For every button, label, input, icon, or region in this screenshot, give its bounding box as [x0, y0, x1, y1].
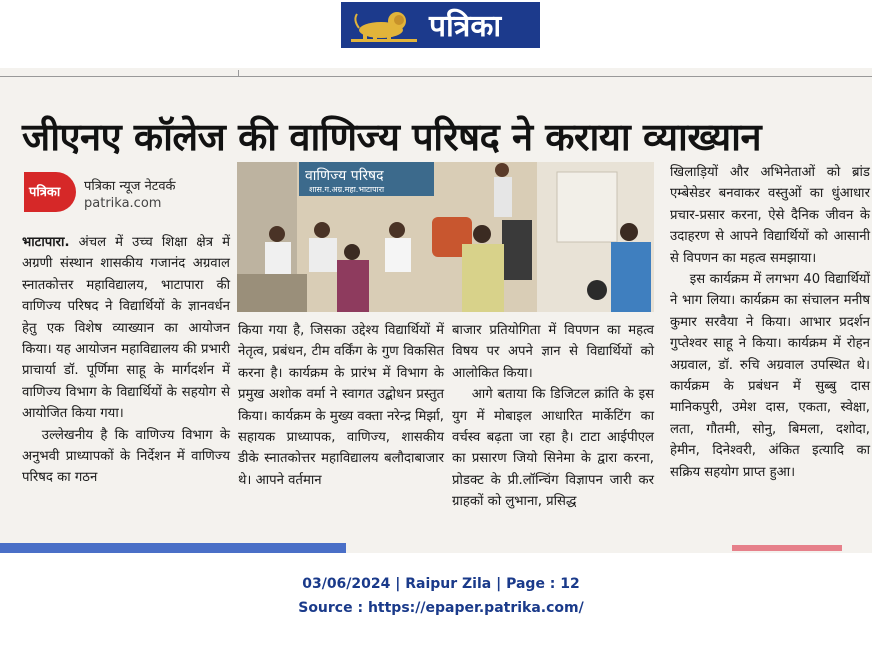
article-paragraph: इस कार्यक्रम में लगभग 40 विद्यार्थियों ने भाग लिया। कार्यक्रम का संचालन मनीष कुमार सरवैया ने किया। आभार प्रदर्शन गुप्तेश्वर साहू ने किया। कार्यक्रम में रोहन अग्रवाल, डॉ. रुचि अग्रवाल उपस्थित थे। कार्यक्रम के प्रबंधन में सुब्बु दास मानिकपुरी, उमेश दास, एकता, स्वेक्षा, लता, गौतमी, सोनु, बिमला, दशोदा, हेमीन, दिनेश्वरी, अंकित इत्यादि का सक्रिय सहयोग प्राप्त हुआ।	[670, 272, 870, 480]
article-column-2	[238, 320, 444, 491]
article-headline: जीएनए कॉलेज की वाणिज्य परिषद ने कराया व्याख्यान	[22, 115, 762, 159]
article-column-3	[452, 320, 654, 513]
article-paragraph: खिलाड़ियों और अभिनेताओं को ब्रांड एम्बेसेडर बनवाकर वस्तुओं का धुंआधार प्रचार-प्रसार करना, ऐसे दैनिक जीवन के उदाहरण से आपने विद्यार्थियों को आसानी से विपणन का महत्व समझाया।	[670, 165, 870, 266]
masthead-logo	[341, 2, 540, 48]
article-column-4	[670, 162, 870, 483]
byline-logo-text: पत्रिका	[29, 185, 61, 200]
byline-site: patrika.com	[84, 196, 162, 211]
article-paragraph: आगे बताया कि डिजिटल क्रांति के इस युग में मोबाइल आधारित मार्केटिंग का वर्चस्व बढ़ता जा रहा है। टाटा आईपीएल का प्रसारण जियो सिनेमा के द्वारा करना, प्रोडक्ट के प्री.लॉन्चिंग विज्ञापन जारी कर ग्राहकों को लुभाना, प्रसिद्ध	[452, 387, 654, 510]
footer-edition-info: 03/06/2024 | Raipur Zila | Page : 12	[302, 576, 580, 592]
photo-banner-line1: वाणिज्य परिषद	[305, 168, 384, 184]
footer-source: Source : https://epaper.patrika.com/	[298, 600, 584, 616]
lion-logo-icon	[351, 8, 417, 42]
article-paragraph: किया गया है, जिसका उद्देश्य विद्यार्थियों में नेतृत्व, प्रबंधन, टीम वर्किंग के गुण विकसित करना है। कार्यक्रम के प्रारंभ में विभाग के प्रमुख अशोक वर्मा ने स्वागत उद्बोधन प्रस्तुत किया। कार्यक्रम के मुख्य वक्ता नरेन्द्र मिर्झा, सहायक प्राध्यापक, वाणिज्य, शासकीय डीके स्नातकोत्तर महाविद्यालय बलौदाबाजार थे। आपने वर्तमान	[238, 323, 444, 488]
article-column-1	[22, 232, 230, 489]
byline-logo	[24, 172, 76, 212]
event-photo-illustration	[237, 162, 654, 312]
article-dateline: भाटापारा.	[22, 235, 70, 250]
bottom-strip	[0, 543, 346, 553]
article-paragraph: उल्लेखनीय है कि वाणिज्य विभाग के अनुभवी प्राध्यापकों के निर्देशन में वाणिज्य परिषद का गठन	[22, 427, 230, 486]
byline-source: पत्रिका न्यूज नेटवर्क	[84, 179, 176, 194]
article-photo	[237, 162, 654, 312]
divider	[238, 70, 239, 77]
masthead-name: पत्रिका	[429, 9, 502, 44]
article-paragraph: बाजार प्रतियोगिता में विपणन का महत्व विषय पर अपने ज्ञान से विद्यार्थियों को आलोकित किया।	[452, 323, 654, 381]
bottom-strip	[732, 545, 842, 551]
divider	[0, 76, 872, 77]
photo-banner-line2: शास.ग.अग्र.महा.भाटापारा	[309, 185, 385, 194]
article-paragraph: अंचल में उच्च शिक्षा क्षेत्र में अग्रणी संस्थान शासकीय गजानंद अग्रवाल स्नातकोत्तर महाविद्यालय, भाटापारा की वाणिज्य परिषद ने विद्यार्थियों के ज्ञानवर्धन हेतु एक विशेष व्याख्यान का आयोजन किया। यह आयोजन महाविद्यालय की प्रभारी प्राचार्या डॉ. पूर्णिमा साहू के मार्गदर्शन में वाणिज्य विभाग के विद्यार्थियों के सहयोग से आयोजित किया गया।	[22, 235, 230, 422]
